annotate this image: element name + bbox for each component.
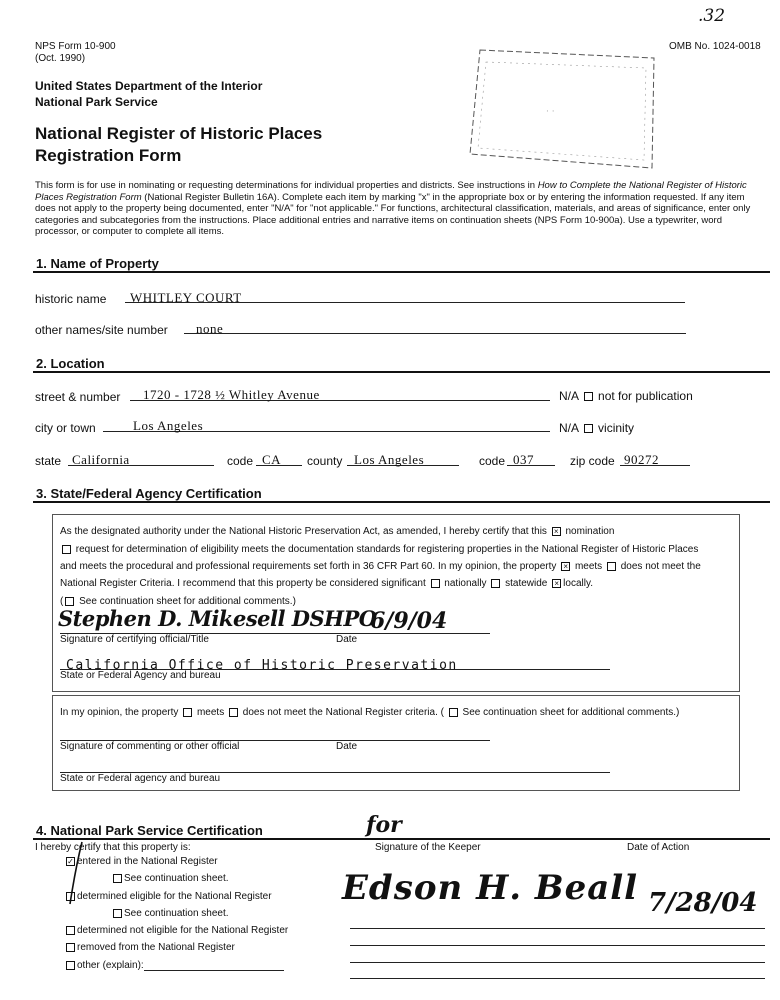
state-value[interactable]: California xyxy=(72,452,130,467)
nomination-label: nomination xyxy=(565,526,615,537)
bureau-label: State or Federal agency and bureau xyxy=(60,773,221,784)
other-names-value[interactable]: none xyxy=(196,321,224,336)
entered-label: entered in the National Register xyxy=(77,856,218,867)
cont-sheet-label-2: See continuation sheet for additional comments.) xyxy=(462,707,680,718)
date-label: Date xyxy=(336,634,358,645)
option-cont-1[interactable] xyxy=(111,873,229,884)
nomination-checkbox[interactable]: × xyxy=(552,527,561,536)
county-label: county xyxy=(307,454,343,468)
opinion-meets-checkbox[interactable] xyxy=(183,708,192,717)
section2-rule xyxy=(33,371,770,373)
opinion-text: In my opinion, the property xyxy=(60,707,179,718)
form-title-line1: National Register of Historic Places xyxy=(35,124,323,143)
not-for-publication-label: not for publication xyxy=(598,389,693,403)
certify-statement: I hereby certify that this property is: xyxy=(35,842,191,853)
instructions-text-2: (National Register Bulletin 16A). Complete each item by marking "x" in the appropriate box or by entering the information requested. If any item does not apply to the property being documented, enter "N/A" for "not applicable." For functions, architectural classification, materials, and areas of significance, enter only categories and subcategories from the instructions. Place additional entries and narrative items on continuation sheets (NPS Form 10-900a). Use a typewriter, word processor, or computer to complete all items. xyxy=(35,191,751,237)
keeper-signature-label: Signature of the Keeper xyxy=(375,842,481,853)
does-not-meet-label: does not meet the xyxy=(620,561,701,572)
nationally-checkbox[interactable] xyxy=(431,579,440,588)
not-eligible-checkbox[interactable] xyxy=(66,926,75,935)
section4-heading: 4. National Park Service Certification xyxy=(36,823,263,838)
svg-text:· ·: · · xyxy=(546,107,555,117)
historic-name-label: historic name xyxy=(35,292,107,306)
agency-label: State or Federal Agency and bureau xyxy=(60,670,221,681)
not-for-publication[interactable] xyxy=(559,389,693,403)
street-value[interactable]: 1720 - 1728 ½ Whitley Avenue xyxy=(143,387,320,402)
commenting-date-label: Date xyxy=(336,741,358,752)
opinion-line xyxy=(60,707,679,718)
department-name: United States Department of the Interior xyxy=(35,79,263,93)
vicinity-checkbox[interactable] xyxy=(584,424,593,433)
keeper-line-1 xyxy=(350,928,765,929)
locally-label: locally. xyxy=(563,578,593,589)
section3-heading: 3. State/Federal Agency Certification xyxy=(36,486,262,501)
cert-line-2 xyxy=(60,544,698,555)
cert-line-3 xyxy=(60,561,701,572)
instructions-paragraph xyxy=(35,180,765,238)
other-label: other (explain): xyxy=(77,960,144,971)
entered-checkbox[interactable]: ✓ xyxy=(67,856,74,866)
agency-value[interactable]: California Office of Historic Preservation xyxy=(66,658,458,673)
na-label-2: N/A xyxy=(559,421,579,435)
commenting-signature-label: Signature of commenting or other official xyxy=(60,741,240,752)
cont-checkbox-b[interactable] xyxy=(113,909,122,918)
opinion-not-meet-label: does not meet the National Register criteria. ( xyxy=(242,707,444,718)
cont-sheet-line: ( See continuation sheet for additional comments.) xyxy=(60,596,296,607)
section3-rule xyxy=(33,501,770,503)
does-not-meet-checkbox[interactable] xyxy=(607,562,616,571)
statewide-checkbox[interactable] xyxy=(491,579,500,588)
locally-checkbox[interactable]: × xyxy=(552,579,561,588)
other-explain-line xyxy=(144,970,284,971)
section1-heading: 1. Name of Property xyxy=(36,256,159,271)
other-checkbox[interactable] xyxy=(66,961,75,970)
keeper-line-3 xyxy=(350,962,765,963)
street-label: street & number xyxy=(35,390,121,404)
received-stamp xyxy=(466,44,662,172)
cert-line-2-text: request for determination of eligibility meets the documentation standards for registering properties in the National Register of Historic Places xyxy=(75,544,699,555)
request-checkbox[interactable] xyxy=(62,545,71,554)
section4-rule xyxy=(33,838,770,840)
section2-heading: 2. Location xyxy=(36,356,105,371)
cont-sheet-checkbox-1[interactable] xyxy=(65,597,74,606)
cont-checkbox-a[interactable] xyxy=(113,874,122,883)
other-names-label: other names/site number xyxy=(35,323,168,337)
zip-label: zip code xyxy=(570,454,615,468)
form-number: NPS Form 10-900 xyxy=(35,41,116,52)
removed-checkbox[interactable] xyxy=(66,943,75,952)
city-value[interactable]: Los Angeles xyxy=(133,418,204,433)
county-value[interactable]: Los Angeles xyxy=(354,452,425,467)
historic-name-value[interactable]: WHITLEY COURT xyxy=(130,290,242,305)
cert-line-1-text: As the designated authority under the National Historic Preservation Act, as amended, I hereby certify that this xyxy=(60,526,547,537)
not-for-publication-checkbox[interactable] xyxy=(584,392,593,401)
nationally-label: nationally xyxy=(444,578,487,589)
option-other[interactable] xyxy=(64,960,144,971)
other-names-line xyxy=(184,333,686,334)
keeper-signature: Edson H. Beall xyxy=(342,868,639,908)
removed-label: removed from the National Register xyxy=(77,942,235,953)
cont-label-b: See continuation sheet. xyxy=(124,908,229,919)
cont-sheet-label-1: See continuation sheet for additional comments.) xyxy=(79,596,296,607)
page-mark: .32 xyxy=(698,6,726,26)
cert-line-4 xyxy=(60,578,593,589)
keeper-line-4 xyxy=(350,978,765,979)
county-code-value[interactable]: 037 xyxy=(513,452,534,467)
signature-label: Signature of certifying official/Title xyxy=(60,634,209,645)
statewide-label: statewide xyxy=(505,578,548,589)
cert-line-3-text: and meets the procedural and professional requirements set forth in 36 CFR Part 60. In my opinion, the property xyxy=(60,561,557,572)
opinion-not-meet-checkbox[interactable] xyxy=(229,708,238,717)
keeper-date: 7/28/04 xyxy=(648,888,758,918)
instructions-text-1: This form is for use in nominating or requesting determinations for individual properties and districts. See instructions in xyxy=(35,180,538,191)
certifying-signature: Stephen D. Mikesell DSHPO xyxy=(58,606,377,631)
service-name: National Park Service xyxy=(35,95,158,109)
handwritten-stroke xyxy=(60,838,90,908)
state-label: state xyxy=(35,454,62,468)
city-label: city or town xyxy=(35,421,96,435)
option-eligible[interactable] xyxy=(64,891,272,902)
state-code-value[interactable]: CA xyxy=(262,452,282,467)
section1-rule xyxy=(33,271,770,273)
cert-line-4-text: National Register Criteria. I recommend that this property be considered significant xyxy=(60,578,426,589)
vicinity[interactable] xyxy=(559,421,634,435)
instructions-bulletin-title: How to Complete the National Register of Historic Places Registration Form xyxy=(35,180,747,203)
cont-sheet-checkbox-2[interactable] xyxy=(449,708,458,717)
for-mark: for xyxy=(366,812,402,838)
zip-value[interactable]: 90272 xyxy=(624,452,659,467)
option-cont-2[interactable] xyxy=(111,908,229,919)
cert-line-1 xyxy=(60,526,614,537)
meets-checkbox[interactable]: × xyxy=(561,562,570,571)
keeper-line-2 xyxy=(350,945,765,946)
option-removed[interactable] xyxy=(64,942,235,953)
certifying-date: 6/9/04 xyxy=(370,608,448,634)
eligible-label: determined eligible for the National Register xyxy=(77,891,272,902)
na-label-1: N/A xyxy=(559,389,579,403)
opinion-meets-label: meets xyxy=(196,707,225,718)
form-title-line2: Registration Form xyxy=(35,146,182,165)
not-eligible-label: determined not eligible for the National Register xyxy=(77,925,289,936)
cont-label-a: See continuation sheet. xyxy=(124,873,229,884)
omb-number: OMB No. 1024-0018 xyxy=(669,41,761,52)
meets-label: meets xyxy=(574,561,603,572)
option-not-eligible[interactable] xyxy=(64,925,288,936)
date-of-action-label: Date of Action xyxy=(627,842,690,853)
form-date: (Oct. 1990) xyxy=(35,53,86,64)
state-code-label: code xyxy=(227,454,254,468)
county-code-label: code xyxy=(479,454,506,468)
vicinity-label: vicinity xyxy=(598,421,635,435)
